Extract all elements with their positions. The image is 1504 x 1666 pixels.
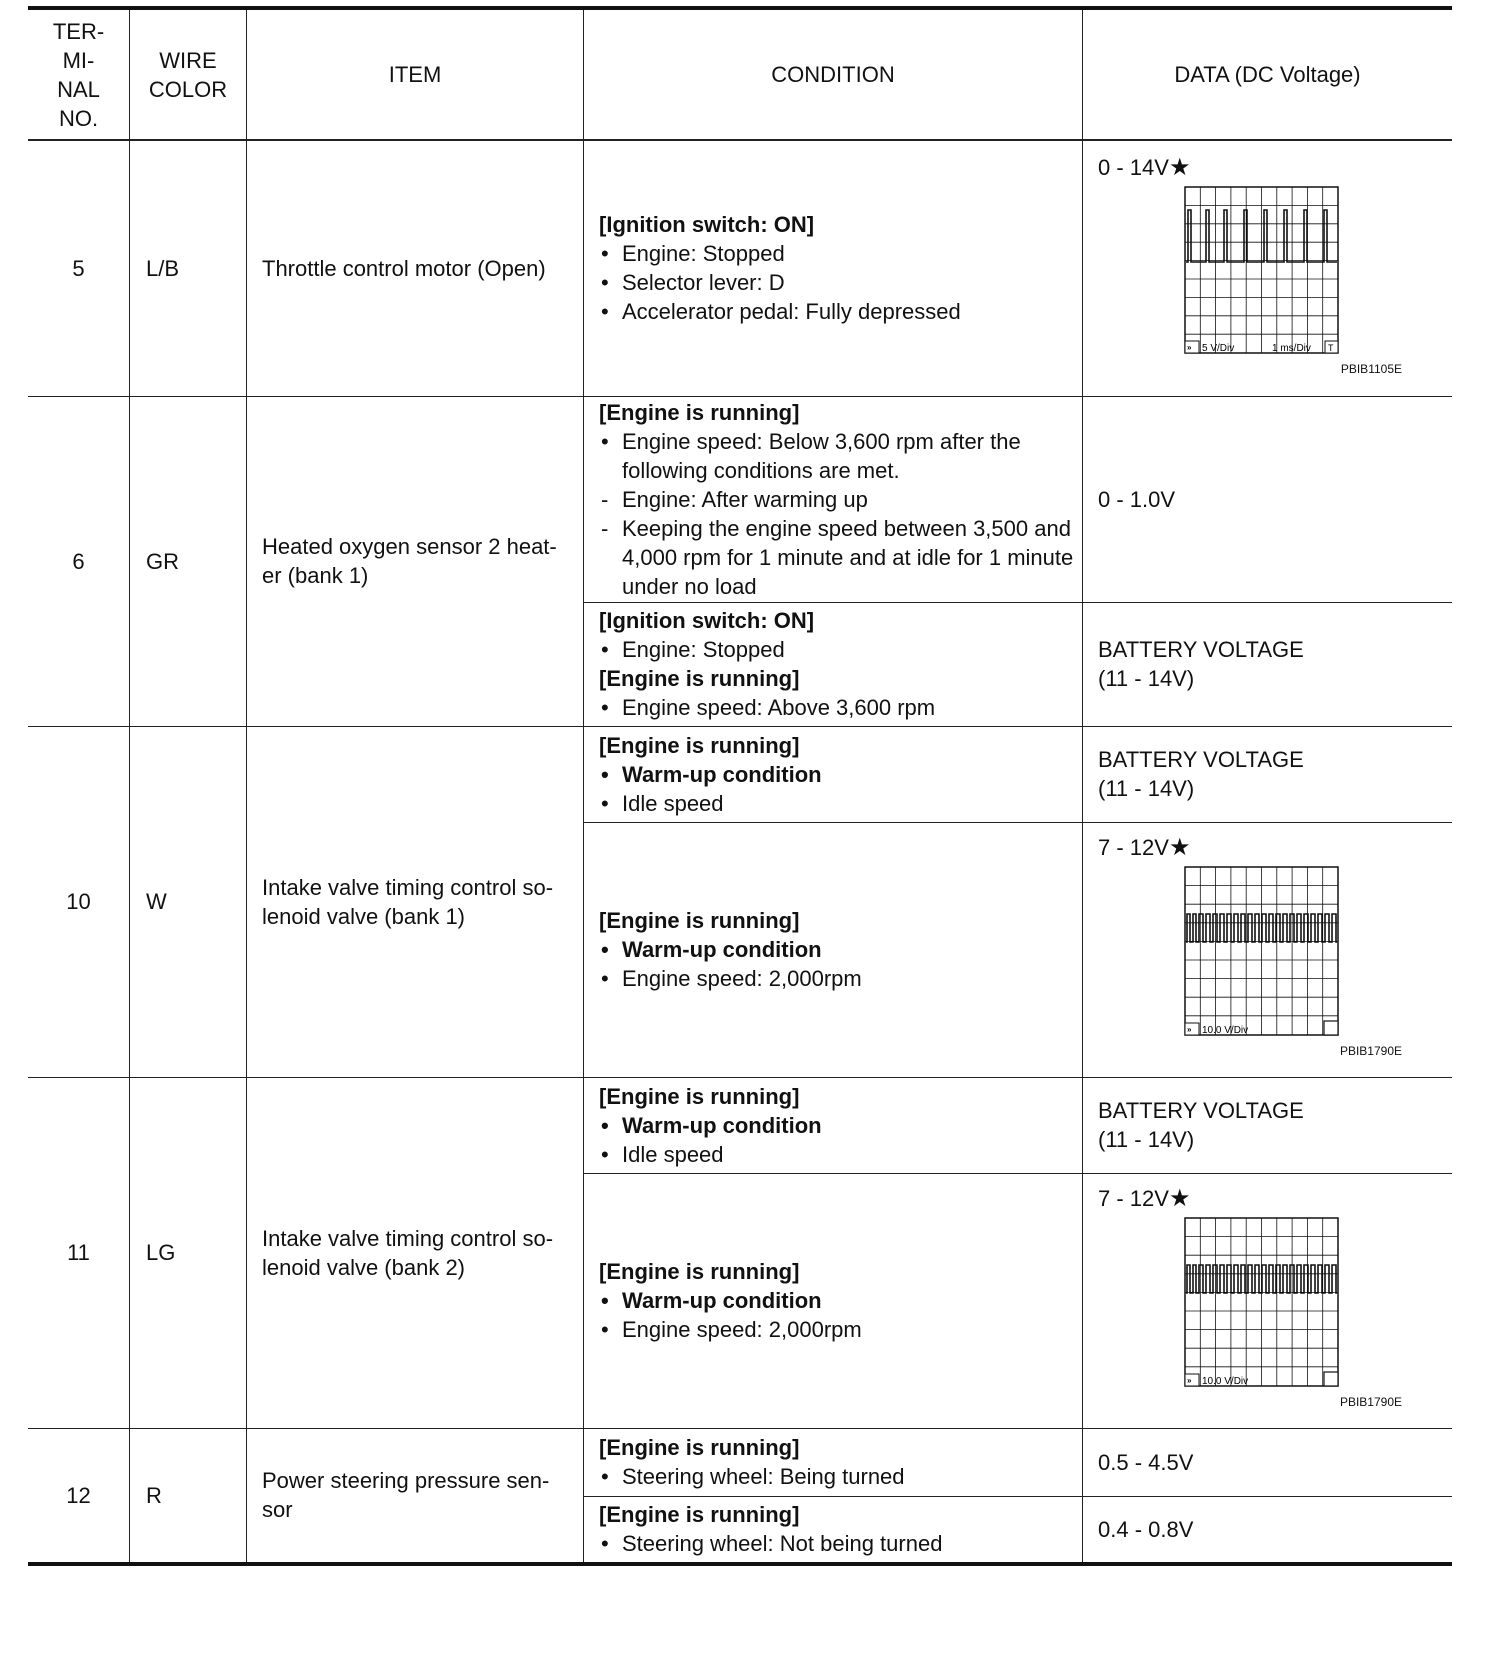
list-item: • Idle speed	[599, 789, 1076, 818]
condition-heading: [Ignition switch: ON]	[599, 212, 815, 238]
terminal-number: 10	[28, 726, 130, 1077]
star-icon: ★	[1168, 154, 1191, 181]
condition-heading: [Engine is running]	[599, 666, 800, 691]
condition-list	[599, 239, 1076, 326]
condition-heading: [Engine is running]	[599, 399, 800, 425]
list-item: • Steering wheel: Not being turned	[599, 1529, 1076, 1558]
wire-color: L/B	[130, 140, 247, 396]
list-item: - Engine: After warming up	[599, 485, 1076, 514]
terminal-number: 6	[28, 396, 130, 726]
data-cell	[1083, 140, 1453, 396]
table-row-terminal-5	[28, 140, 1452, 396]
item-name: Intake valve timing control so- lenoid valve (bank 1)	[247, 726, 584, 1077]
list-item: • Engine speed: Below 3,600 rpm after the following conditions are met.	[599, 427, 1076, 485]
condition-heading: [Engine is running]	[599, 1502, 800, 1528]
terminal-number: 12	[28, 1428, 130, 1564]
list-item: • Warm-up condition	[599, 760, 1076, 789]
condition-cell	[584, 726, 1083, 822]
figure-id: PBIB1105E	[1340, 362, 1402, 376]
voltage-text: 7 - 12V	[1098, 834, 1169, 860]
list-item: • Engine speed: Above 3,600 rpm	[599, 693, 1076, 722]
data-cell: 0.5 - 4.5V	[1083, 1428, 1453, 1496]
svg-text:»: »	[1187, 1375, 1192, 1385]
table-row-terminal-12	[28, 1428, 1452, 1496]
header-item: ITEM	[247, 8, 584, 140]
list-item: - Keeping the engine speed between 3,500 and 4,000 rpm for 1 minute and at idle for 1 minute under no load	[599, 514, 1076, 601]
waveform-graph	[1184, 1217, 1340, 1389]
wire-color: R	[130, 1428, 247, 1564]
header-condition: CONDITION	[584, 8, 1083, 140]
item-name: Intake valve timing control so- lenoid valve (bank 2)	[247, 1077, 584, 1428]
waveform-graph	[1184, 186, 1340, 356]
condition-cell	[584, 822, 1083, 1077]
list-item: • Steering wheel: Being turned	[599, 1462, 1076, 1491]
wire-color: LG	[130, 1077, 247, 1428]
figure-id: PBIB1790E	[1339, 1043, 1402, 1058]
list-item: • Selector lever: D	[599, 268, 1076, 297]
condition-heading: [Engine is running]	[599, 732, 800, 758]
item-name: Power steering pressure sen- sor	[247, 1428, 584, 1564]
svg-text:»: »	[1187, 1024, 1192, 1034]
list-item: • Warm-up condition	[599, 935, 1076, 964]
star-icon: ★	[1168, 833, 1191, 861]
voltage-text: 0 - 14V	[1098, 155, 1169, 180]
condition-list	[599, 427, 1076, 601]
list-item: • Warm-up condition	[599, 1286, 1076, 1315]
terminal-data-table	[28, 6, 1452, 1566]
condition-heading: [Engine is running]	[599, 1259, 800, 1284]
data-cell: 0.4 - 0.8V	[1083, 1496, 1453, 1564]
condition-cell	[584, 1496, 1083, 1564]
volt-div-label: 10.0 V/Div	[1202, 1024, 1249, 1036]
condition-heading: [Engine is running]	[599, 1435, 800, 1460]
wire-color: W	[130, 726, 247, 1077]
terminal-number: 5	[28, 140, 130, 396]
table-row-terminal-10	[28, 726, 1452, 822]
wire-color: GR	[130, 396, 247, 726]
figure-id: PBIB1790E	[1339, 1394, 1402, 1409]
list-item: • Warm-up condition	[599, 1111, 1076, 1140]
terminal-number: 11	[28, 1077, 130, 1428]
data-cell: BATTERY VOLTAGE (11 - 14V)	[1083, 602, 1453, 726]
list-item: • Engine speed: 2,000rpm	[599, 1315, 1076, 1344]
data-cell: BATTERY VOLTAGE (11 - 14V)	[1083, 1077, 1453, 1173]
condition-heading: [Engine is running]	[599, 1083, 800, 1109]
condition-cell	[584, 140, 1083, 396]
condition-heading: [Engine is running]	[599, 908, 800, 933]
header-data-dc-voltage: DATA (DC Voltage)	[1083, 8, 1453, 140]
trigger-marker: T	[1328, 343, 1334, 353]
oscilloscope-waveform	[1098, 1217, 1452, 1409]
table-header-row	[28, 8, 1452, 140]
header-wire-color: WIRE COLOR	[130, 8, 247, 140]
table-row-terminal-6	[28, 396, 1452, 602]
condition-list	[599, 1286, 1076, 1344]
terminal-data-table-wrapper	[28, 6, 1452, 1566]
header-terminal-no: TER- MI- NAL NO.	[28, 8, 130, 140]
table-row-terminal-11	[28, 1077, 1452, 1173]
svg-text:»: »	[1187, 343, 1192, 352]
condition-list	[599, 1111, 1076, 1169]
item-name: Heated oxygen sensor 2 heat- er (bank 1)	[247, 396, 584, 726]
list-item: • Idle speed	[599, 1140, 1076, 1169]
voltage-value	[1098, 1184, 1452, 1213]
data-cell: 0 - 1.0V	[1083, 396, 1453, 602]
time-div-label: 1 ms/Div	[1272, 343, 1311, 354]
volt-div-label: 5 V/Div	[1202, 343, 1235, 354]
data-cell	[1083, 1173, 1453, 1428]
condition-cell	[584, 1428, 1083, 1496]
condition-list	[599, 760, 1076, 818]
data-cell	[1083, 822, 1453, 1077]
data-cell: BATTERY VOLTAGE (11 - 14V)	[1083, 726, 1453, 822]
condition-list	[599, 935, 1076, 993]
oscilloscope-waveform	[1098, 186, 1452, 376]
list-item: • Engine speed: 2,000rpm	[599, 964, 1076, 993]
volt-div-label: 10.0 V/Div	[1202, 1375, 1249, 1387]
oscilloscope-waveform	[1098, 866, 1452, 1058]
list-item: • Engine: Stopped	[599, 635, 1076, 664]
condition-cell	[584, 1077, 1083, 1173]
condition-list	[599, 1462, 1076, 1491]
condition-cell	[584, 602, 1083, 726]
list-item: • Accelerator pedal: Fully depressed	[599, 297, 1076, 326]
voltage-value	[1098, 153, 1452, 182]
list-item: • Engine: Stopped	[599, 239, 1076, 268]
item-name: Throttle control motor (Open)	[247, 140, 584, 396]
condition-cell	[584, 1173, 1083, 1428]
voltage-text: 7 - 12V	[1098, 1185, 1169, 1211]
star-icon: ★	[1168, 1184, 1191, 1212]
condition-list	[599, 693, 1076, 722]
waveform-graph	[1184, 866, 1340, 1038]
condition-list	[599, 1529, 1076, 1558]
voltage-value	[1098, 833, 1452, 862]
condition-cell	[584, 396, 1083, 602]
condition-heading: [Ignition switch: ON]	[599, 608, 815, 633]
condition-list	[599, 635, 1076, 664]
